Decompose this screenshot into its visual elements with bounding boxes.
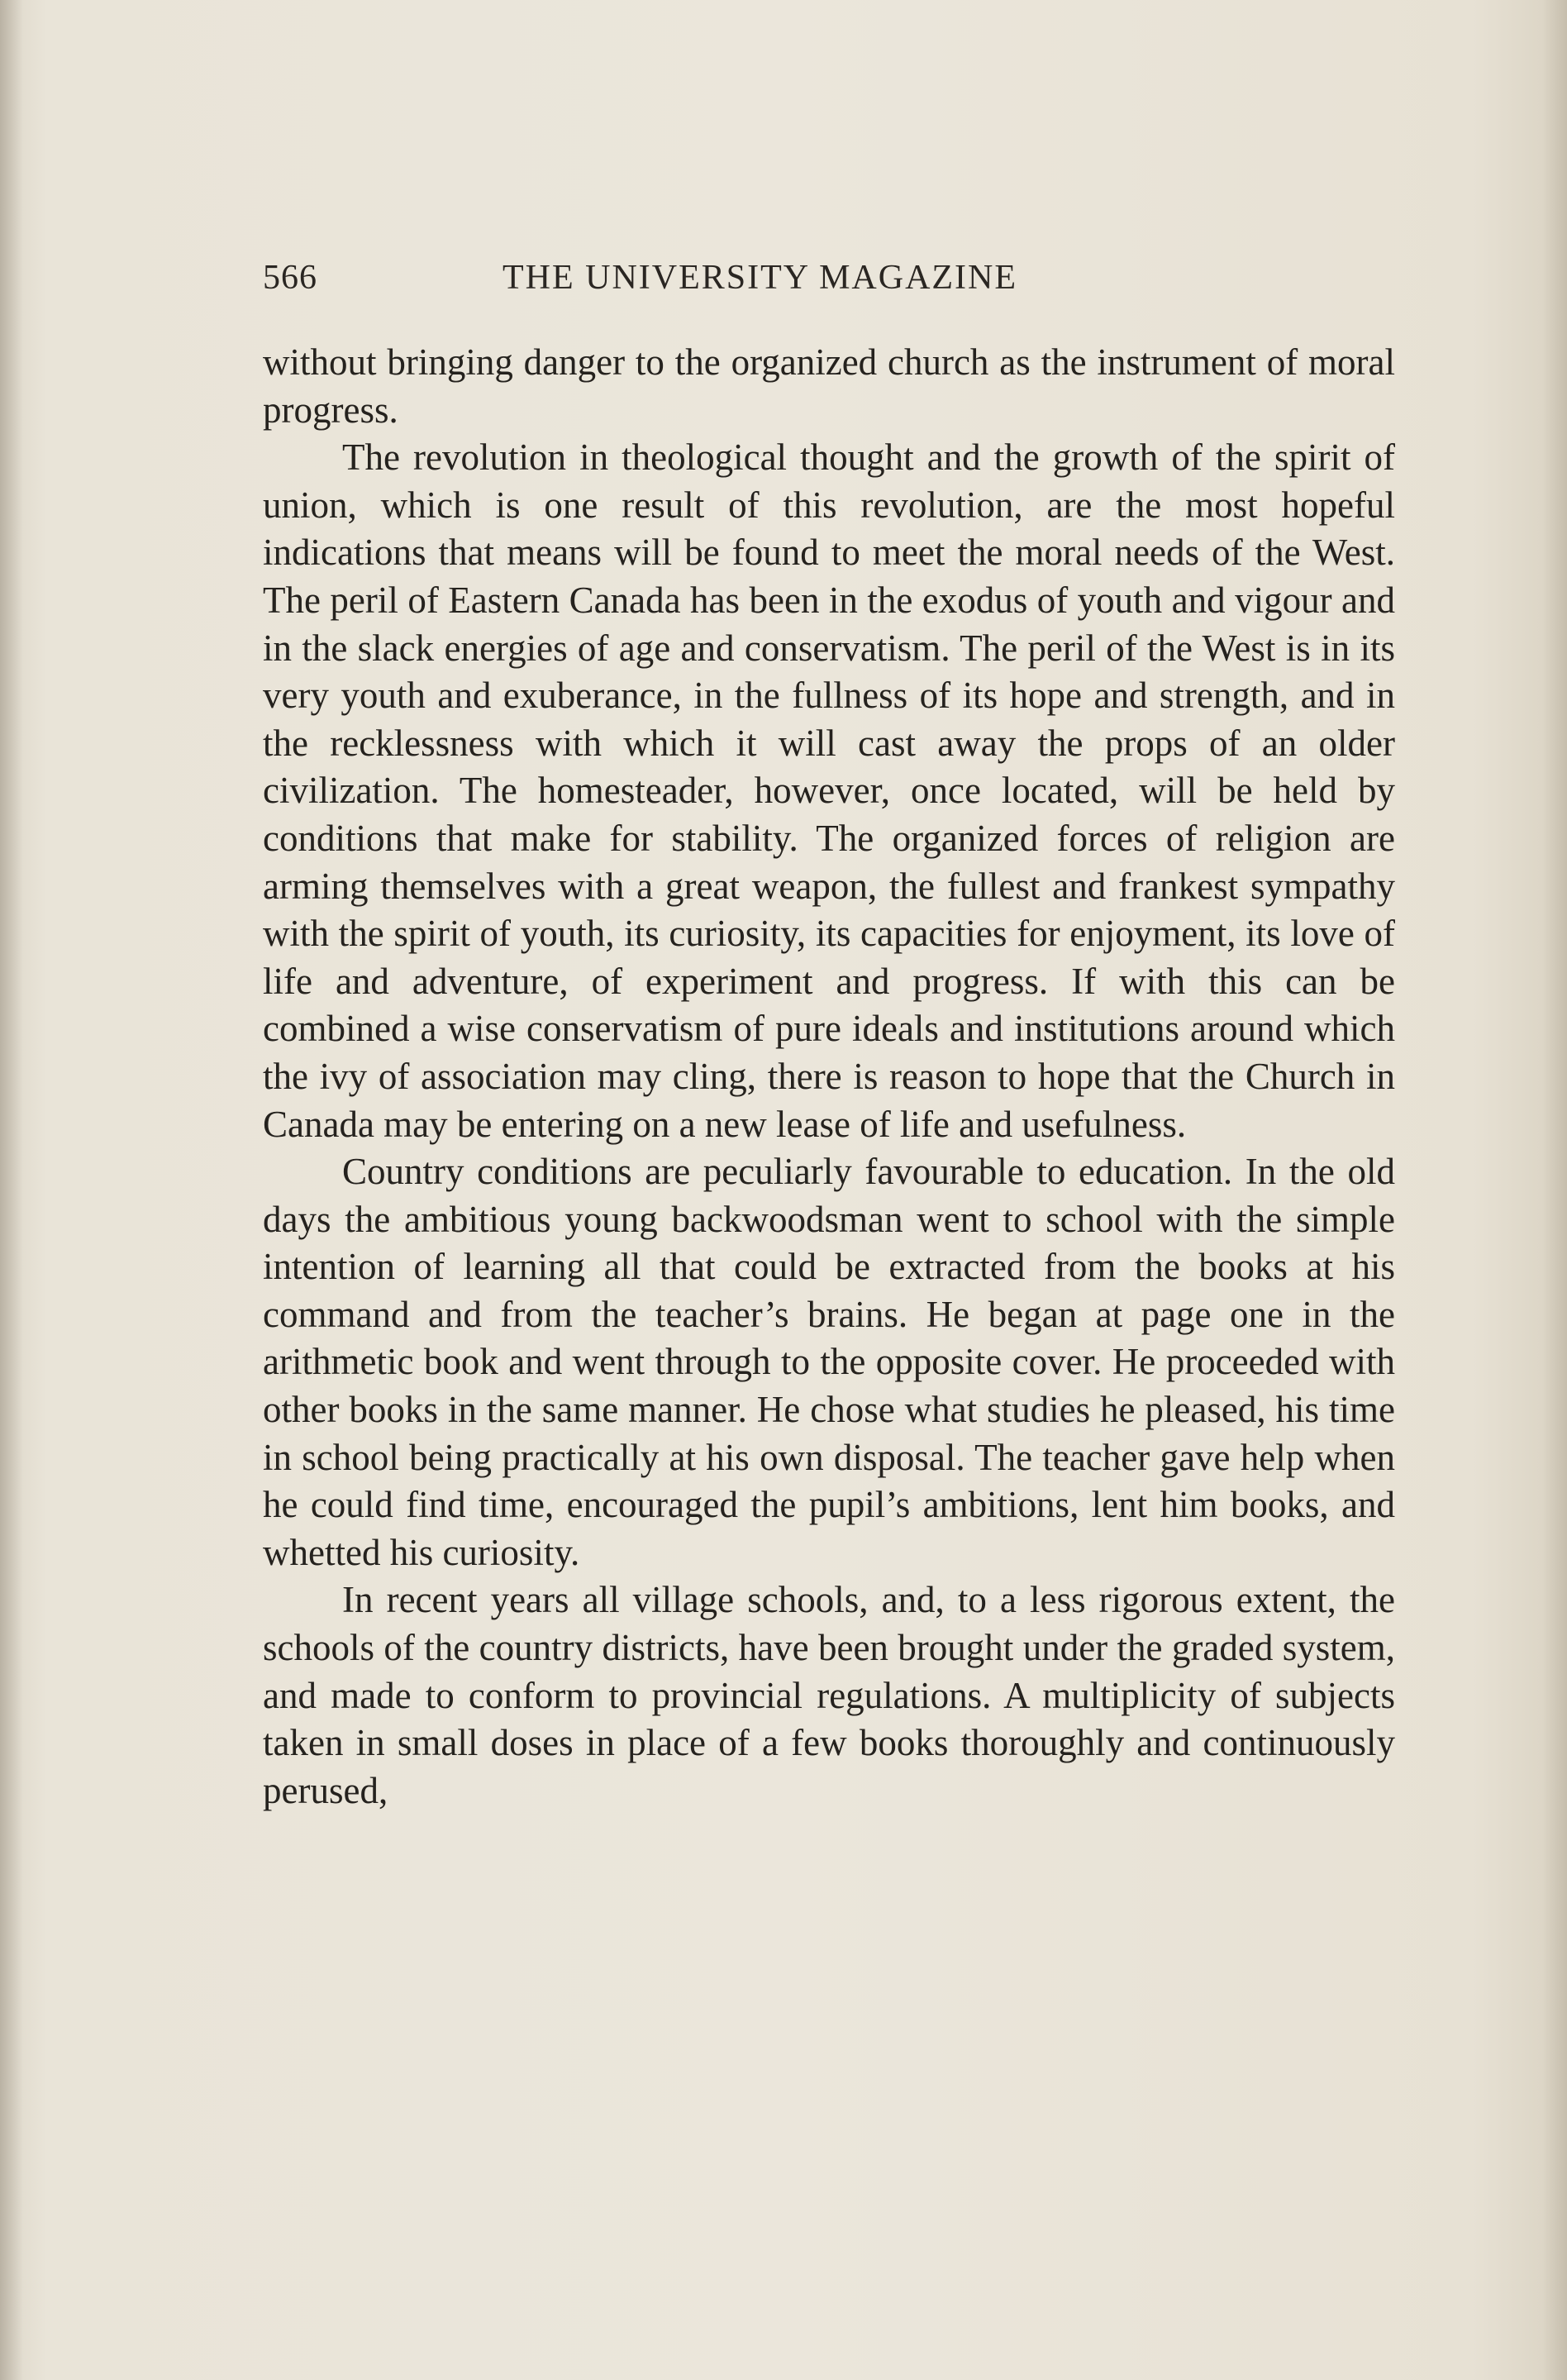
paragraph-revolution: The revolution in theological thought and the growth of the spirit of union, which is one result of this revolution, are the most hopeful indications that means will be found to meet the moral needs of the West. The peril of Eastern Canada has been in the exodus of youth and vigour and in the slack energies of age and conservatism. The peril of the West is in its very youth and exuberance, in the fullness of its hope and strength, and in the recklessness with which it will cast away the props of an older civilization. The homesteader, however, once located, will be held by conditions that make for stability. The organized forces of religion are arming themselves with a great weapon, the fullest and frankest sympathy with the spirit of youth, its curiosity, its capacities for enjoyment, its love of life and adventure, of experiment and progress. If with this can be combined a wise conservatism of pure ideals and institutions around which the ivy of association may cling, there is reason to hope that the Church in Canada may be entering on a new lease of life and usefulness. [263,436,1395,1145]
running-title: THE UNIVERSITY MAGAZINE [502,259,1018,297]
running-head [263,258,1395,304]
page-edge-shadow [1542,0,1567,2380]
page-number: 566 [263,259,317,297]
body-text [263,339,1395,1815]
paragraph-recent-years: In recent years all village schools, and, to a less rigorous extent, the schools of the country districts, have been brought under the graded system, and made to conform to provincial regulations. A multiplicity of subjects taken in small doses in place of a few books thoroughly and continuously perused, [263,1579,1395,1811]
paragraph-continuation: without bringing danger to the organized church as the instrument of moral progress. [263,341,1395,431]
spine-shadow [0,0,23,2380]
paragraph-country-conditions: Country conditions are peculiarly favourable to education. In the old days the ambitious young backwoodsman went to school with the simple intention of learning all that could be extracted from the books at his command and from the teacher’s brains. He began at page one in the arithmetic book and went through to the opposite cover. He proceeded with other books in the same manner. He chose what studies he pleased, his time in school being practically at his own disposal. The teacher gave help when he could find time, encouraged the pupil’s ambitions, lent him books, and whetted his curiosity. [263,1151,1395,1573]
